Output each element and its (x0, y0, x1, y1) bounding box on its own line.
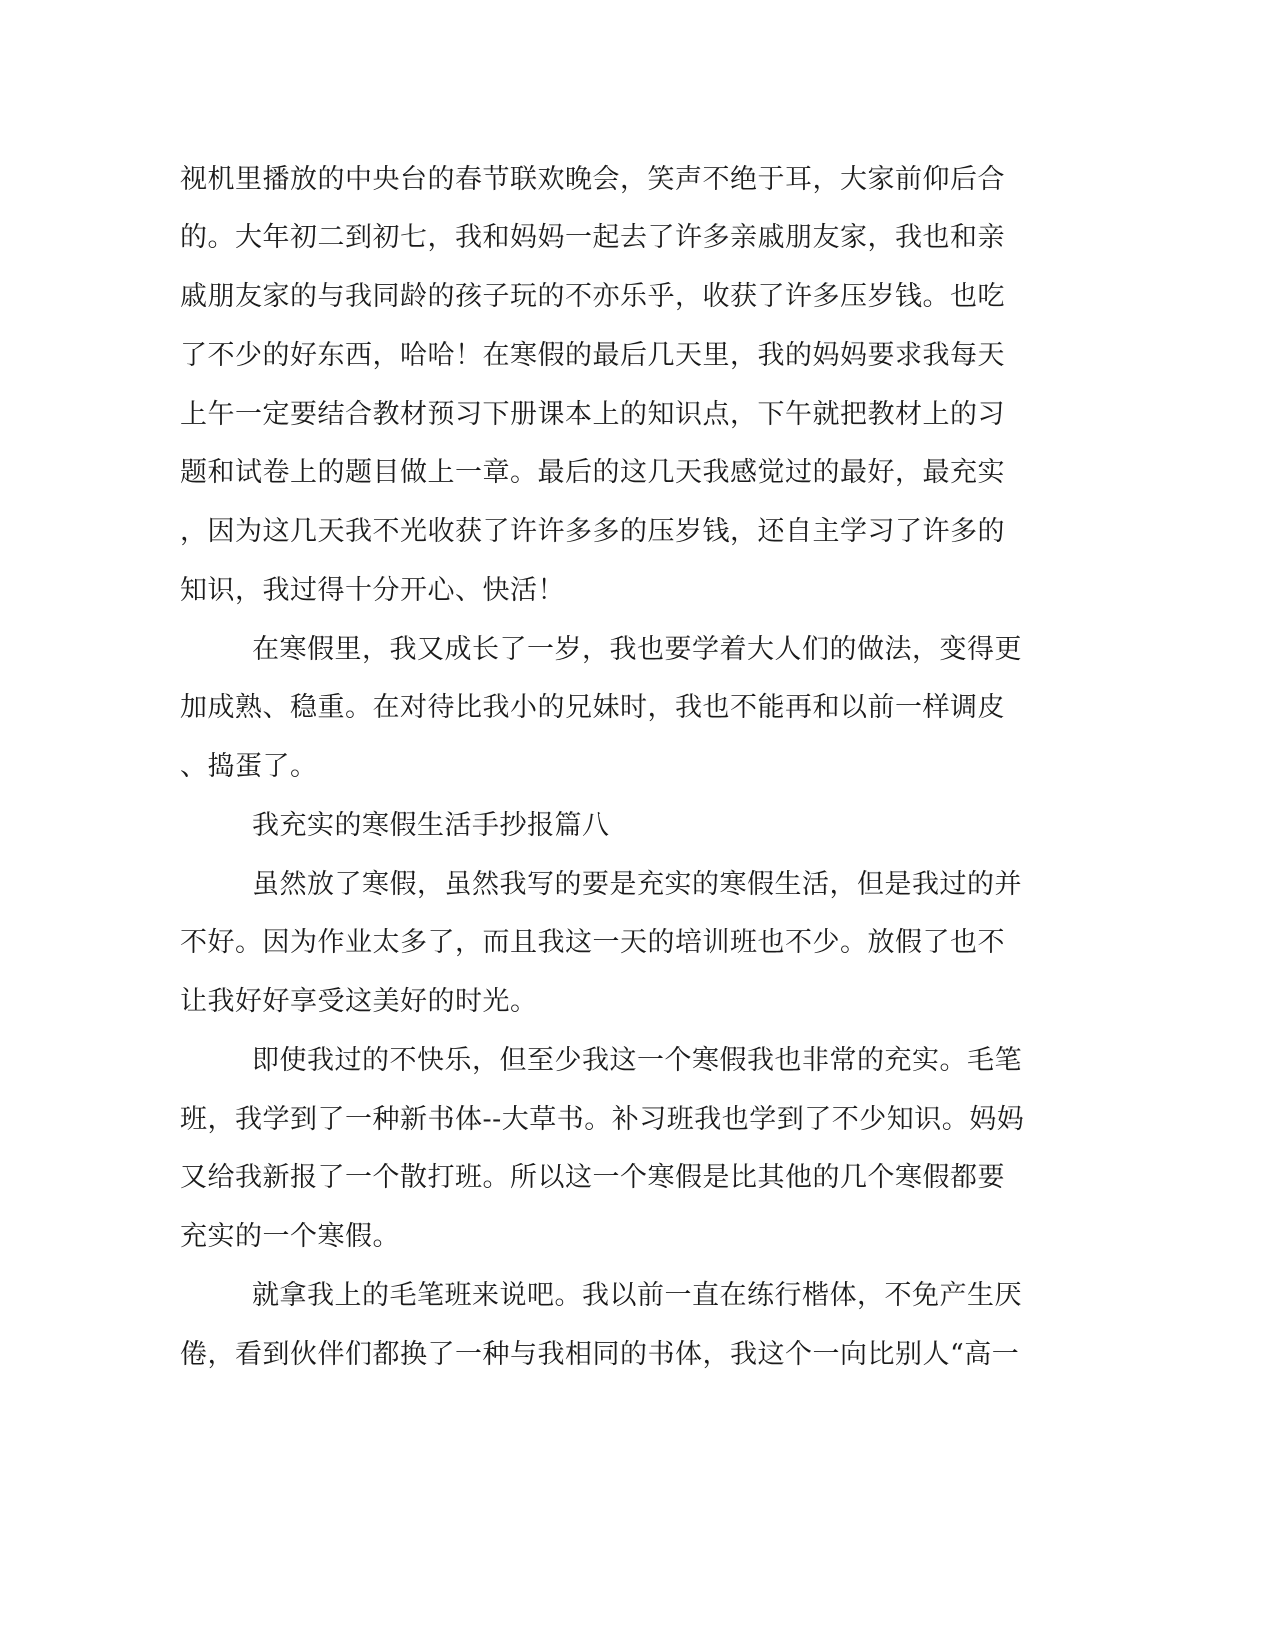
text-line: 视机里播放的中央台的春节联欢晚会，笑声不绝于耳，大家前仰后合 (180, 164, 1005, 195)
text-line: 倦，看到伙伴们都换了一种与我相同的书体，我这个一向比别人“高一 (180, 1339, 1020, 1370)
paragraph-first-line: 即使我过的不快乐，但至少我这一个寒假我也非常的充实。毛笔 (252, 1045, 1022, 1076)
paragraph-first-line: 就拿我上的毛笔班来说吧。我以前一直在练行楷体，不免产生厌 (252, 1280, 1022, 1311)
text-line: 的。大年初二到初七，我和妈妈一起去了许多亲戚朋友家，我也和亲 (180, 222, 1005, 253)
text-line: 、捣蛋了。 (180, 751, 318, 782)
text-line: 上午一定要结合教材预习下册课本上的知识点，下午就把教材上的习 (180, 399, 1005, 430)
text-line: ，因为这几天我不光收获了许许多多的压岁钱，还自主学习了许多的 (180, 516, 1005, 547)
text-line: 让我好好享受这美好的时光。 (180, 986, 538, 1017)
paragraph-first-line: 虽然放了寒假，虽然我写的要是充实的寒假生活，但是我过的并 (252, 869, 1022, 900)
text-line: 了不少的好东西，哈哈！在寒假的最后几天里，我的妈妈要求我每天 (180, 340, 1005, 371)
text-line: 又给我新报了一个散打班。所以这一个寒假是比其他的几个寒假都要 (180, 1162, 1005, 1193)
text-line: 知识，我过得十分开心、快活！ (180, 575, 565, 606)
text-line: 加成熟、稳重。在对待比我小的兄妹时，我也不能再和以前一样调皮 (180, 692, 1005, 723)
text-line: 戚朋友家的与我同龄的孩子玩的不亦乐乎，收获了许多压岁钱。也吃 (180, 281, 1005, 312)
text-line: 题和试卷上的题目做上一章。最后的这几天我感觉过的最好，最充实 (180, 457, 1005, 488)
section-heading: 我充实的寒假生活手抄报篇八 (252, 810, 610, 841)
text-line: 不好。因为作业太多了，而且我这一天的培训班也不少。放假了也不 (180, 927, 1005, 958)
text-line: 班，我学到了一种新书体--大草书。补习班我也学到了不少知识。妈妈 (180, 1104, 1025, 1135)
paragraph-first-line: 在寒假里，我又成长了一岁，我也要学着大人们的做法，变得更 (252, 634, 1022, 665)
text-line: 充实的一个寒假。 (180, 1221, 400, 1252)
